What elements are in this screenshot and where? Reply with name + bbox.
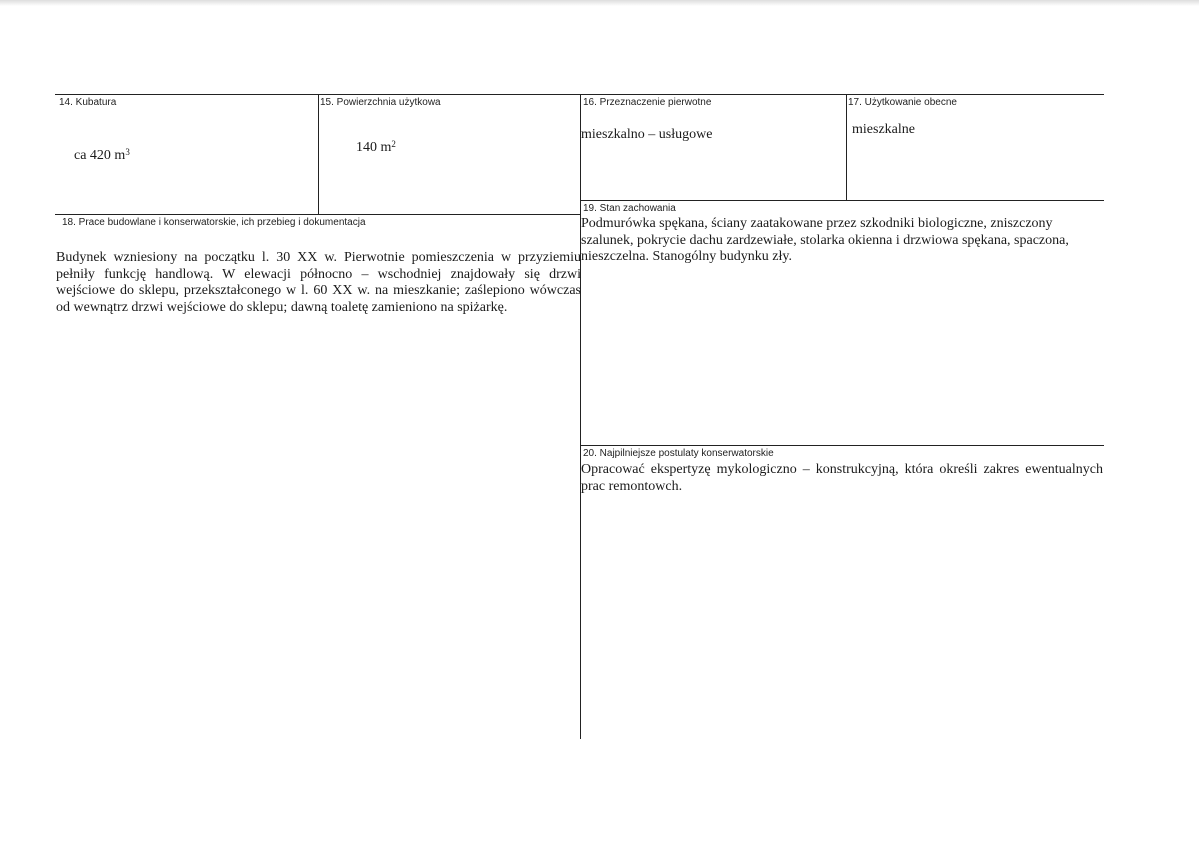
rule-above-19 xyxy=(580,200,1104,201)
field-postulaty-value: Opracować ekspertyzę mykologiczno – konstrukcyjną, która określi zakres ewentualnych prac remontowch. xyxy=(581,462,1103,494)
field-stan-label: 19. Stan zachowania xyxy=(583,203,676,214)
field-przeznaczenie-label: 16. Przeznaczenie pierwotne xyxy=(583,97,712,108)
field-powierzchnia-label: 15. Powierzchnia użytkowa xyxy=(320,97,441,108)
rule-above-20 xyxy=(580,445,1104,446)
field-uzytkowanie-label: 17. Użytkowanie obecne xyxy=(848,97,957,108)
powierzchnia-exponent: 2 xyxy=(391,139,396,149)
powierzchnia-number: 140 m xyxy=(356,140,392,155)
kubatura-number: ca 420 m xyxy=(74,148,126,163)
kubatura-exponent: 3 xyxy=(125,147,130,157)
field-prace-label: 18. Prace budowlane i konserwatorskie, ich przebieg i dokumentacja xyxy=(62,217,366,228)
field-stan-value: Podmurówka spękana, ściany zaatakowane przez szkodniki biologiczne, zniszczony szalunek, pokrycie dachu zardzewiałe, stolarka okienna i drzwiowa spękana, spaczona, nieszczelna. Stanogólny budynku zły. xyxy=(581,216,1069,264)
field-postulaty-label: 20. Najpilniejsze postulaty konserwatorskie xyxy=(583,448,774,459)
field-kubatura-value xyxy=(74,147,130,164)
divider-15-16 xyxy=(580,94,581,739)
field-uzytkowanie-value: mieszkalne xyxy=(852,122,915,137)
divider-14-15 xyxy=(318,94,319,214)
scan-edge-shadow xyxy=(0,0,1199,6)
field-przeznaczenie-value: mieszkalno – usługowe xyxy=(581,127,713,142)
field-powierzchnia-value xyxy=(356,139,396,156)
divider-16-17 xyxy=(846,94,847,200)
rule-above-18 xyxy=(55,214,581,215)
field-kubatura-label: 14. Kubatura xyxy=(59,97,117,108)
field-prace-value: Budynek wzniesiony na początku l. 30 XX w. Pierwotnie pomieszczenia w przyziemiu pełniły funkcję handlową. W elewacji północno – wschodniej znajdowały się drzwi wejściowe do sklepu, przekształconego w l. 60 XX w. na mieszkanie; zaślepiono wówczas od wewnątrz drzwi wejściowe do sklepu; dawną toaletę zamieniono na spiżarkę. xyxy=(56,250,581,315)
